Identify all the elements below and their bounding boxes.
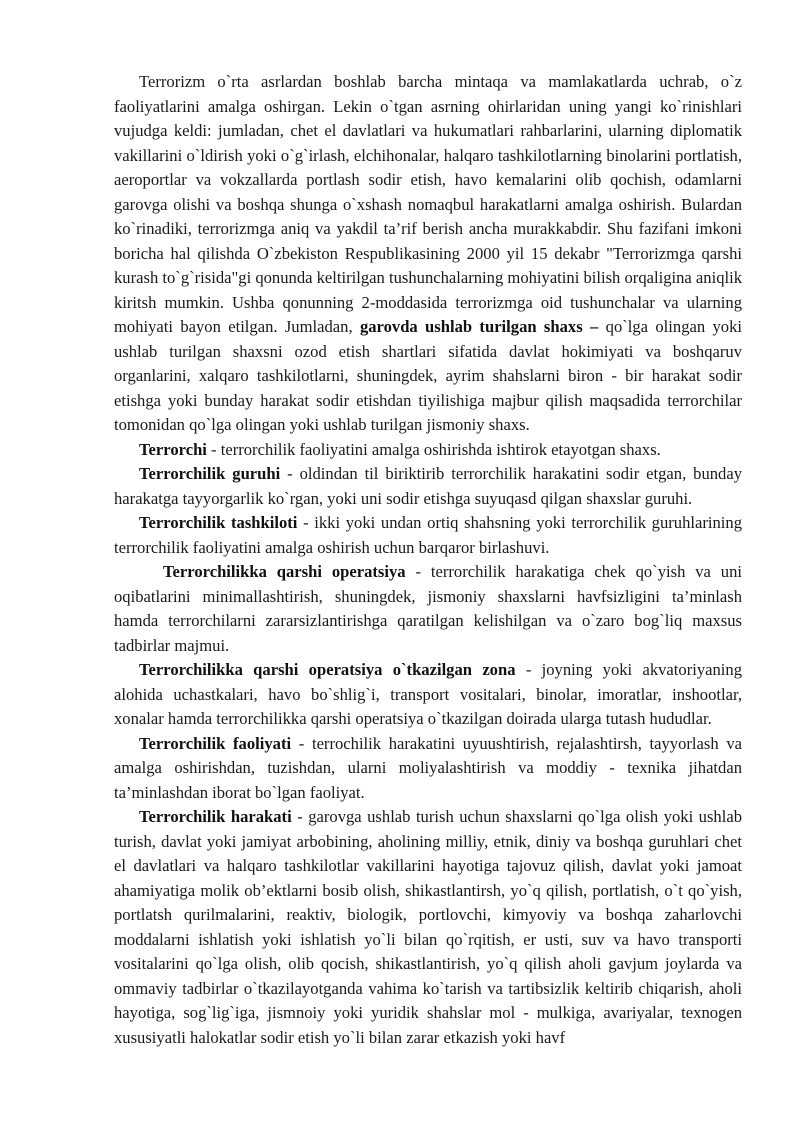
definition-text: - terrochilik harakatini uyuushtirish, rejalashtirsh, tayyorlash va amalga oshirishdan, tuzishdan, ularni moliyalashtirish va moddiy - texnika jihatdan ta’minlashdan iborat bo`lgan faoliyat. bbox=[114, 733, 742, 802]
term-label: Terrorchilikka qarshi operatsiya bbox=[163, 562, 406, 581]
term-label: Terrorchilik tashkiloti bbox=[139, 513, 298, 532]
term-hostage: garovda ushlab turilgan shaxs – bbox=[359, 317, 599, 336]
paragraph-text: Terrorizm o`rta asrlardan boshlab barcha mintaqa va mamlakatlarda uchrab, o`z faoliyatlarini amalga oshirgan. Lekin o`tgan asrning ohirlaridan uning yangi ko`rinishlari vujudga keldi: jumladan, chet el davlatlari va hukumatlari rahbarlarini, ularning diplomatik vakillarini o`ldirish yoki o`g`irlash, elchihonalar, halqaro tashkilotlarning binolarini portlatish, aeroportlar va vokzallarda portlash sodir etish, havo kemalarini olib qochish, odamlarni garovga olishi va boshqa shunga o`xshash nomaqbul harakatlarni amalga oshirish. Bulardan ko`rinadiki, terrorizmga aniq va yakdil ta’rif berish ancha murakkabdir. Shu fazifani imkoni boricha hal qilishda O`zbekiston Respublikasining 2000 yil 15 dekabr "Terrorizmga qarshi kurash to`g`risida"gi qonunda keltirilgan tushunchalarning mohiyatini bilish orqaligina aniqlik kiritsh mumkin. Ushba qonunning 2-moddasida terrorizmga oid tushunchalar va ularning mohiyati bayon etilgan. Jumladan, bbox=[114, 72, 743, 336]
definition-text: - joyning yoki akvatoriyaning alohida uchastkalari, havo bo`shlig`i, transport vositalari, binolar, imoratlar, inshootlar, xonalar hamda terrorchilikka qarshi operatsiya o`tkazilgan doirada ularga tutash hududlar. bbox=[114, 660, 743, 728]
term-label: Terrorchi bbox=[139, 439, 207, 459]
term-label: Terrorchilik harakati bbox=[139, 807, 292, 826]
definition-text: - terrorchilik faoliyatini amalga oshirishda ishtirok etayotgan shaxs. bbox=[206, 439, 661, 459]
definition-terror-group bbox=[114, 462, 742, 511]
definition-terror-act bbox=[114, 805, 742, 1050]
definition-text: - oldindan til biriktirib terrorchilik harakatini sodir etgan, bunday harakatga tayyorgarlik ko`rgan, yoki uni sodir etishga suyuqasd qilgan shaxslar guruhi. bbox=[114, 464, 742, 508]
term-label: Terrorchilik guruhi bbox=[139, 464, 281, 483]
intro-paragraph bbox=[114, 70, 742, 438]
definition-text: - terrorchilik harakatiga chek qo`yish va uni oqibatlarini minimallashtirish, shuningdek, jismoniy shaxslarni havfsizligini ta’minlash hamda terrorchilarni zararsizlantirishga qaratilgan kelishilgan va o`zaro bog`liq maxsus tadbirlar majmui. bbox=[114, 562, 742, 655]
term-label: Terrorchilikka qarshi operatsiya o`tkazilgan zona bbox=[139, 660, 516, 679]
term-label: Terrorchilik faoliyati bbox=[139, 733, 292, 753]
definition-counter-terror-operation bbox=[114, 560, 742, 658]
document-page bbox=[114, 70, 742, 1050]
definition-terror-activity bbox=[114, 732, 742, 806]
paragraph-text: qo`lga olingan yoki ushlab turilgan shaxsni ozod etish shartlari sifatida davlat hokimiyati va boshqaruv organlarini, xalqaro tashkilotlarni, shuningdek, ayrim shahslarni biron - bir harakat sodir etishga yoki bunday harakat sodir etishdan tiyilishiga majbur qilish maqsadida terrorchilar tomonidan qo`lga olingan yoki ushlab turilgan jismoniy shaxs. bbox=[114, 317, 742, 434]
definition-text: - ikki yoki undan ortiq shahsning yoki terrorchilik guruhlarining terrorchilik faoliyatini amalga oshirish uchun barqaror birlashuvi. bbox=[114, 513, 742, 557]
definition-text: - garovga ushlab turish uchun shaxslarni qo`lga olish yoki ushlab turish, davlat yoki jamiyat arbobining, aholining milliy, etnik, diniy va boshqa guruhlari chet el davlatlari va halqaro tashkilotlar vakillarini hayotiga tajovuz qilish, davlat yoki jamoat ahamiyatiga molik ob’ektlarni bosib olish, shikastlantirsh, yo`q qilish, portlatish, o`t qo`yish, portlatsh qurilmalarini, reaktiv, biologik, portlovchi, kimyoviy va boshqa zaharlovchi moddalarni ishlatish yoki ishlatish yo`li bilan qo`rqitish, er usti, suv va havo transporti vositalarini qo`lga olish, olib qocish, shikastlantirish, yo`q qilish aholi gavjum joylarda va ommaviy tadbirlar o`tkazilayotganda vahima ko`tarish va tartibsizlik keltirib chiqarish, aholi hayotiga, sog`lig`iga, jismnoiy yoki yuridik shahslar mol - mulkiga, avariyalar, texnogen xususiyatli halokatlar sodir etish yo`li bilan zarar etkazish yoki havf bbox=[114, 807, 742, 1047]
definition-terrorchi bbox=[114, 438, 742, 463]
definition-operation-zone bbox=[114, 658, 742, 732]
definition-terror-organization bbox=[114, 511, 742, 560]
